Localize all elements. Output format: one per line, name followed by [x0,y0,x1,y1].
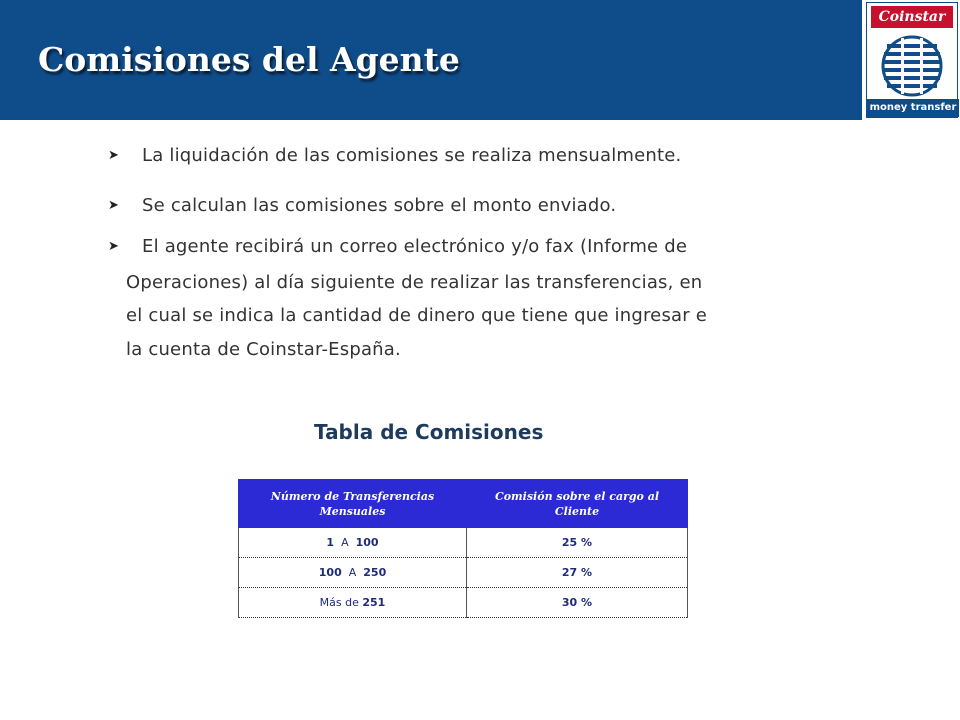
arrow-bullet-icon: ➤ [108,148,120,163]
table-header-row [239,480,688,528]
logo-tagline: money transfer [867,99,959,117]
bullet-continuation: la cuenta de Coinstar-España. [126,339,401,360]
range-to: 251 [362,596,386,609]
commission-value: 27 % [561,566,593,579]
table-row [239,588,688,618]
transfers-range-cell [239,588,467,618]
logo-brand-text: Coinstar [871,6,953,28]
slide-title: Comisiones del Agente [38,40,460,79]
column-header-commission [467,480,688,528]
range-to: 250 [363,566,387,579]
range-separator: Más de [319,596,359,609]
commission-cell [467,528,688,558]
title-banner [0,0,862,120]
bullet-continuation: Operaciones) al día siguiente de realizar las transferencias, en [126,272,703,293]
range-to: 100 [355,536,379,549]
bullet-item [108,145,681,166]
bullet-item [108,195,616,216]
coinstar-logo [864,0,960,120]
arrow-bullet-icon: ➤ [108,198,120,213]
commission-table [238,479,688,618]
arrow-bullet-icon: ➤ [108,239,120,254]
table-row [239,558,688,588]
commission-cell [467,588,688,618]
logo-frame [866,2,958,118]
transfers-range-cell [239,558,467,588]
range-separator: A [348,566,357,579]
header-line: Número de Transferencias [270,489,435,503]
range-from: 1 [326,536,335,549]
header-line: Comisión sobre el cargo al [494,489,660,503]
range-from: 100 [318,566,342,579]
bullet-text: La liquidación de las comisiones se realiza mensualmente. [142,145,682,166]
column-header-transfers [239,480,467,528]
transfers-range-cell [239,528,467,558]
bullet-item [108,236,687,257]
commission-cell [467,558,688,588]
table-title: Tabla de Comisiones [314,420,544,444]
commission-value: 30 % [561,596,593,609]
globe-icon [881,35,943,97]
header-line: Mensuales [319,504,386,518]
bullet-continuation: el cual se indica la cantidad de dinero que tiene que ingresar e [126,305,708,326]
bullet-text: Se calculan las comisiones sobre el monto enviado. [142,195,617,216]
table-row [239,528,688,558]
header-line: Cliente [554,504,600,518]
range-separator: A [341,536,349,549]
commission-value: 25 % [561,536,593,549]
bullet-text: El agente recibirá un correo electrónico y/o fax (Informe de [142,236,688,257]
